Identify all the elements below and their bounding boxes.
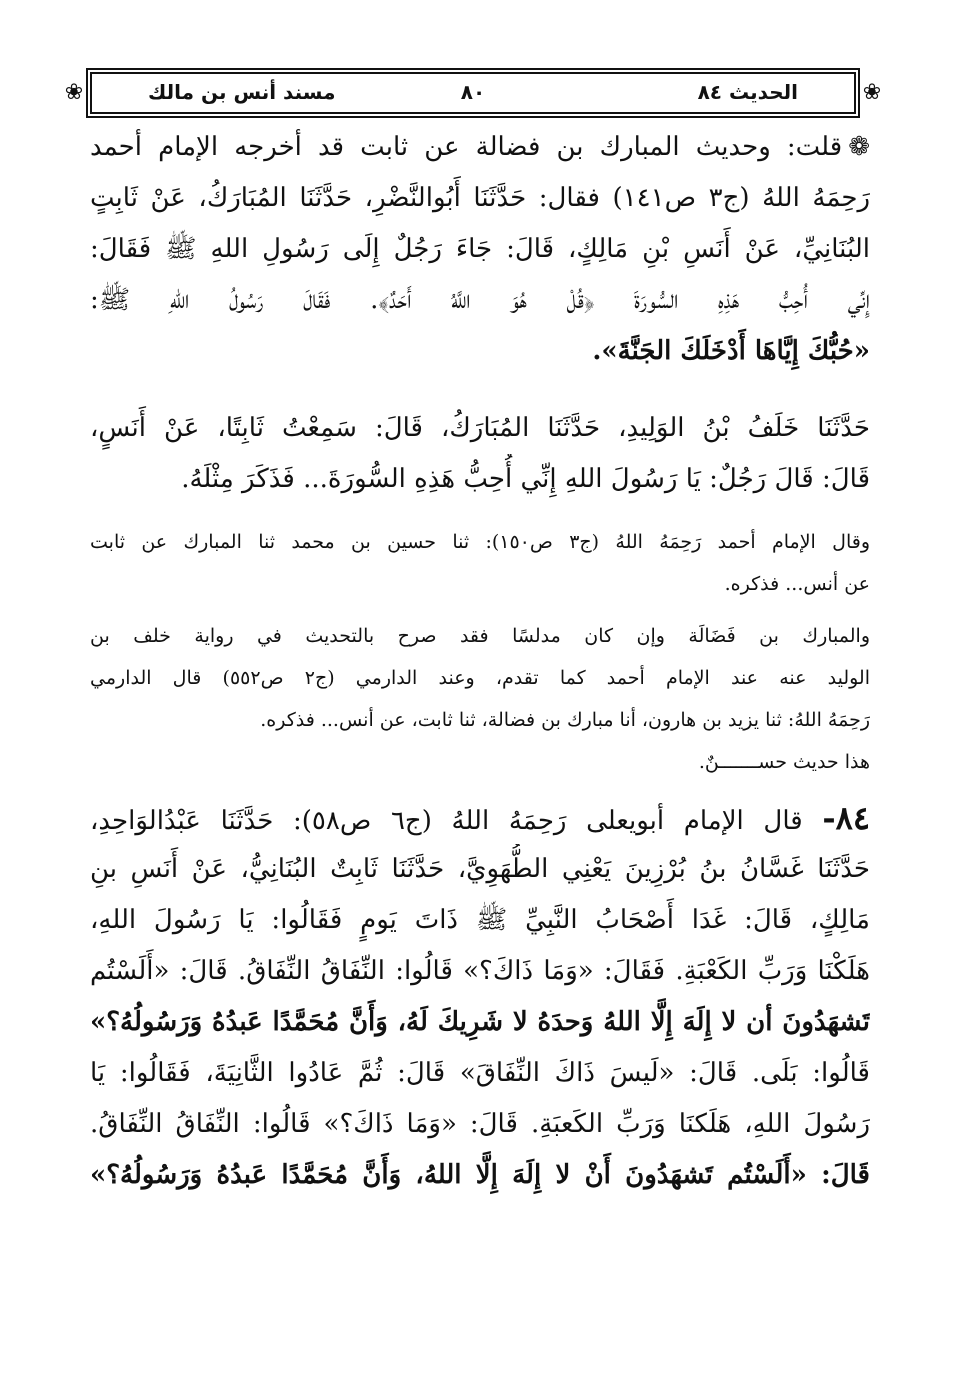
text-line: هذا حديث حســـــــنٌ.: [698, 751, 870, 773]
text-line: مَالِكٍ، قَالَ: غَدَا أَصْحَابُ النَّبِيِّ ﷺ ذَاتَ يَومٍ فَقَالُوا: يَا رَسُولَ اللهِ،: [90, 905, 870, 935]
text-line: تَشهَدُونَ أن لا إِلَهَ إِلَّا اللهُ وَحدَهُ لا شَرِيكَ لَهُ، وَأَنَّ مُحَمَّدًا عَبدُهُ وَرَسُولُهُ؟»: [90, 1007, 870, 1037]
text-line: إِنِّي أُحِبُّ هَذِهِ السُّورَةَ ﴿قُلْ هُوَ اللَّهُ أَحَدٌ﴾. فَقَالَ رَسُولُ اللهِ ﷺ:: [90, 285, 870, 315]
paragraph-mubarak-note: [90, 615, 870, 741]
paragraph-second-chain: [90, 403, 870, 505]
text-line: ❁قلت: وحديث المبارك بن فضالة عن ثابت قد أخرجه الإمام أحمد: [90, 132, 870, 162]
flower-marker-icon: ❁: [848, 132, 870, 162]
text-line: «حُبُّكَ إِيَّاهَا أَدْخَلَكَ الجَنَّةَ».: [592, 336, 870, 366]
left-ornament-icon: ❀: [64, 80, 84, 105]
text-line: هَلَكْنَا وَرَبِّ الكَعْبَةِ. فَقَالَ: «وَمَا ذَاكَ؟» قَالُوا: النِّفَاقُ النِّفَاقُ. قَالَ: «أَلَسْتُم: [90, 956, 870, 986]
hadith-grade: [90, 741, 870, 783]
paragraph-commentary: [90, 122, 870, 377]
text-line: رَحِمَهُ اللهُ (ج٣ ص١٤١) فقال: حَدَّثَنَا أَبُوالنَّضْرِ، حَدَّثَنَا المُبَارَكُ، عَنْ ثَابِتٍ: [90, 183, 870, 213]
right-ornament-icon: ❀: [862, 80, 882, 105]
hadith-number: ٨٤-: [822, 799, 870, 837]
book-title: مسند أنس بن مالك: [148, 80, 336, 104]
text-line: رَسُولَ اللهِ، هَلَكنَا وَرَبِّ الكَعبَةِ. قَالَ: «وَمَا ذَاكَ؟» قَالُوا: النِّفَاقُ النِّفَاقُ.: [90, 1109, 870, 1139]
text-line: حَدَّثَنَا خَلَفُ بْنُ الوَلِيدِ، حَدَّثَنَا المُبَارَكُ، قَالَ: سَمِعْتُ ثَابِتًا، عَنْ أَنَسٍ،: [90, 413, 870, 443]
text-line: قَالُوا: بَلَى. قَالَ: «لَيسَ ذَاكَ النِّفَاقَ» قَالَ: ثُمَّ عَادُوا الثَّانِيَةَ، فَقَالُوا: يَا: [90, 1058, 870, 1088]
header-box: [90, 72, 856, 114]
text-line: وقال الإمام أحمد رَحِمَهُ اللهُ (ج٣ ص١٥٠): ثنا حسين بن محمد ثنا المبارك عن ثابت: [90, 531, 870, 553]
hadith-84: [90, 793, 870, 1201]
text-line: قَالَ: «أَلَسْتُم تَشهَدُونَ أَنْ لا إِلَهَ إِلَّا اللهُ، وَأَنَّ مُحَمَّدًا عَبدُهُ وَرَسُولُهُ؟»: [90, 1160, 870, 1190]
text-line: ٨٤- قال الإمام أبويعلى رَحِمَهُ اللهُ (ج٦ ص٥٨): حَدَّثَنَا عَبْدُالوَاحِدِ،: [90, 799, 870, 837]
page-number: ٨٠: [460, 80, 486, 104]
text-line: البُنَانِيِّ، عَنْ أَنَسِ بْنِ مَالِكٍ، قَالَ: جَاءَ رَجُلٌ إِلَى رَسُولِ اللهِ ﷺ فَقَالَ:: [90, 234, 870, 264]
text-line: الوليد عنه عند الإمام أحمد كما تقدم، وعند الدارمي (ج٢ ص٥٥٢) قال الدارمي: [90, 667, 870, 689]
text-line: قَالَ: قَالَ رَجُلٌ: يَا رَسُولَ اللهِ إِنِّي أُحِبُّ هَذِهِ السُّورَةَ... فَذَكَرَ مِثْلَهُ.: [181, 464, 870, 494]
text-line: عن أنس... فذكره.: [724, 573, 870, 595]
page-body: [90, 122, 870, 1201]
text-line: رَحِمَهُ اللهُ: ثنا يزيد بن هارون، أنا مبارك بن فضالة، ثنا ثابت، عن أنس... فذكره.: [260, 709, 870, 731]
text-line: والمبارك بن فَضَالَة وإن كان مدلسًا فقد صرح بالتحديث في رواية خلف بن: [90, 625, 870, 647]
text-line: حَدَّثَنَا غَسَّانُ بنُ بُرْزِينَ يَعْنِي الطُّهَوِيَّ، حَدَّثَنَا ثَابِتٌ البُنَانِيُّ، عَنْ أَنَسِ بنِ: [90, 854, 870, 884]
paragraph-ahmad-narration: [90, 521, 870, 605]
running-header: [62, 72, 884, 114]
hadith-label: الحديث ٨٤: [697, 80, 798, 104]
